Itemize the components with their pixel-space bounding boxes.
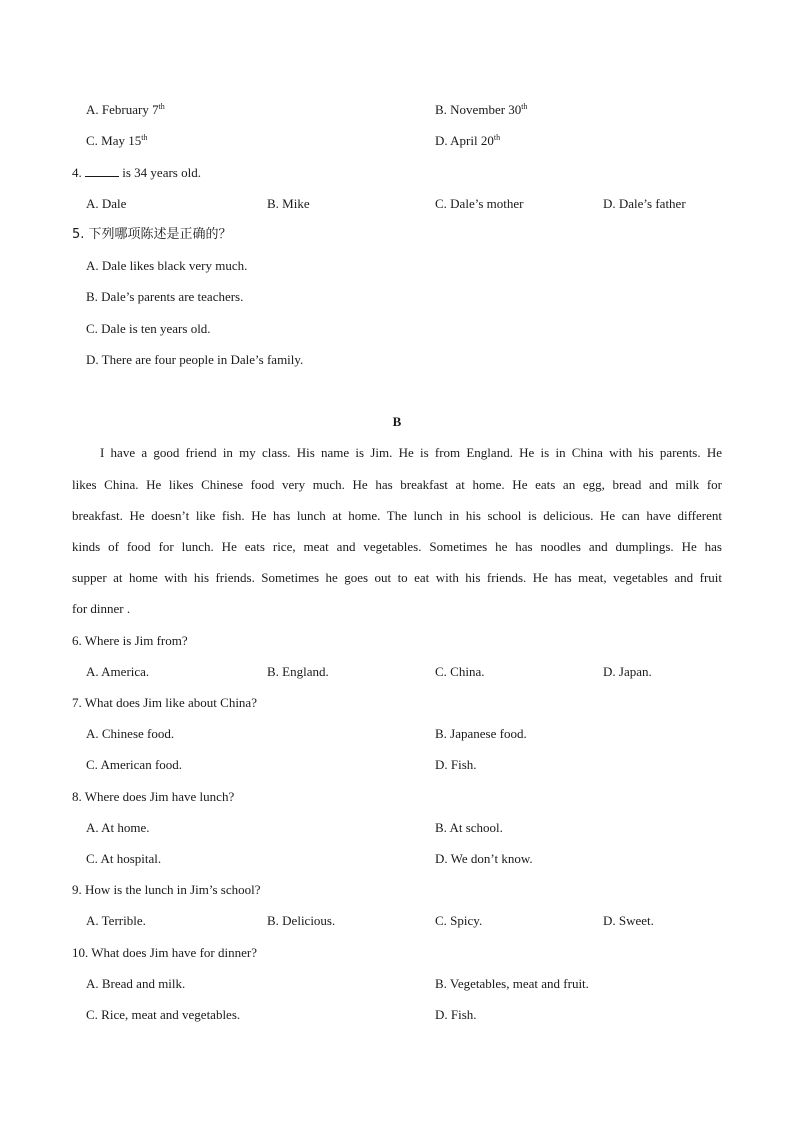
q10-option-a: A. Bread and milk.	[86, 976, 186, 991]
q5-option-b: B. Dale’s parents are teachers.	[86, 289, 244, 304]
q10-option-d: D. Fish.	[435, 1007, 477, 1022]
q3-option-c-sup: th	[141, 133, 148, 142]
q7-option-c: C. American food.	[86, 757, 183, 772]
q3-option-d-sup: th	[493, 133, 501, 142]
q6-stem: 6. Where is Jim from?	[72, 633, 188, 648]
q5-option-d: D. There are four people in Dale’s family.	[86, 352, 304, 367]
q4-answer-blank	[85, 165, 119, 177]
q4-stem	[72, 165, 201, 181]
q5-option-a: A. Dale likes black very much.	[86, 258, 248, 273]
passage-line-4: kinds of food for lunch. He eats rice, meat and vegetables. Sometimes he has noodles and dumplings. He has	[72, 539, 722, 554]
q4-number: 4.	[72, 165, 82, 180]
q5-option-c: C. Dale is ten years old.	[86, 321, 211, 336]
q9-option-c: C. Spicy.	[435, 913, 483, 928]
q4-option-d: D. Dale’s father	[603, 196, 686, 211]
q8-option-d: D. We don’t know.	[435, 851, 533, 866]
q3-option-c	[86, 133, 147, 149]
q6-option-d: D. Japan.	[603, 664, 652, 679]
q3-option-b	[435, 102, 528, 118]
q9-stem: 9. How is the lunch in Jim’s school?	[72, 882, 261, 897]
q4-option-c: C. Dale’s mother	[435, 196, 524, 211]
q7-stem: 7. What does Jim like about China?	[72, 695, 257, 710]
q6-option-a: A. America.	[86, 664, 150, 679]
q3-option-b-sup: th	[521, 102, 528, 111]
q4-option-b: B. Mike	[267, 196, 310, 211]
q3-option-b-text: B. November 30	[435, 102, 522, 117]
q7-option-d: D. Fish.	[435, 757, 477, 772]
q8-stem: 8. Where does Jim have lunch?	[72, 789, 235, 804]
q10-option-c: C. Rice, meat and vegetables.	[86, 1007, 241, 1022]
q8-option-b: B. At school.	[435, 820, 503, 835]
q4-stem-text: is 34 years old.	[122, 165, 201, 180]
q10-option-b: B. Vegetables, meat and fruit.	[435, 976, 589, 991]
q8-option-a: A. At home.	[86, 820, 150, 835]
q3-option-d-text: D. April 20	[435, 133, 494, 148]
passage-line-3: breakfast. He doesn’t like fish. He has lunch at home. The lunch in his school is delicious. He can have different	[72, 508, 722, 523]
q10-stem: 10. What does Jim have for dinner?	[72, 945, 257, 960]
q5-stem: 5. 下列哪项陈述是正确的？	[72, 227, 232, 242]
q3-option-a-sup: th	[158, 102, 165, 111]
q9-option-b: B. Delicious.	[267, 913, 336, 928]
q6-option-b: B. England.	[267, 664, 329, 679]
q3-option-c-text: C. May 15	[86, 133, 142, 148]
q3-option-a-text: A. February 7	[86, 102, 159, 117]
q8-option-c: C. At hospital.	[86, 851, 162, 866]
q7-option-b: B. Japanese food.	[435, 726, 527, 741]
q6-option-c: C. China.	[435, 664, 485, 679]
passage-line-1: I have a good friend in my class. His name is Jim. He is from England. He is in China with his parents. He	[100, 445, 722, 460]
q9-option-a: A. Terrible.	[86, 913, 146, 928]
passage-line-5: supper at home with his friends. Sometimes he goes out to eat with his friends. He has meat, vegetables and fruit	[72, 570, 722, 585]
passage-line-2: likes China. He likes Chinese food very much. He has breakfast at home. He eats an egg, bread and milk for	[72, 477, 722, 492]
passage-line-6: for dinner .	[72, 601, 131, 616]
q3-option-a	[86, 102, 165, 118]
q3-option-d	[435, 133, 500, 149]
q4-option-a: A. Dale	[86, 196, 127, 211]
section-b-title: B	[392, 414, 402, 429]
q9-option-d: D. Sweet.	[603, 913, 654, 928]
q7-option-a: A. Chinese food.	[86, 726, 175, 741]
